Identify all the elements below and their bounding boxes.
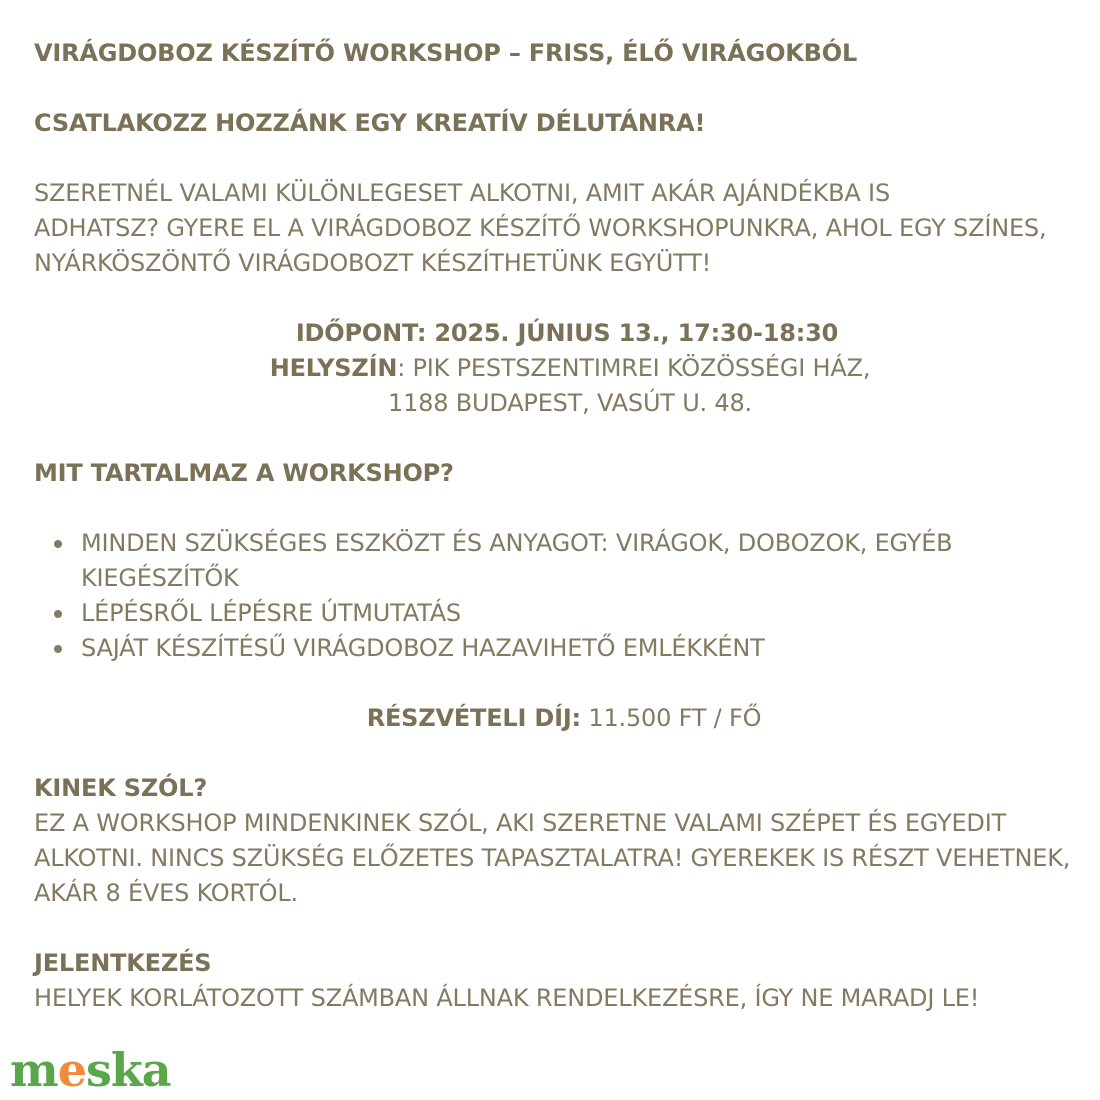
list-item-text: SAJÁT KÉSZÍTÉSŰ VIRÁGDOBOZ HAZAVIHETŐ EMLÉKKÉNT bbox=[81, 634, 765, 662]
intro-line: ADHATSZ? GYERE EL A VIRÁGDOBOZ KÉSZÍTŐ WORKSHOPUNKRA, AHOL EGY SZÍNES, bbox=[34, 214, 1047, 242]
intro-line: NYÁRKÖSZÖNTŐ VIRÁGDOBOZT KÉSZÍTHETÜNK EGYÜTT! bbox=[34, 249, 712, 277]
logo-letter: ska bbox=[85, 1043, 171, 1097]
fee bbox=[0, 701, 1100, 736]
fee-value: 11.500 FT / FŐ bbox=[580, 704, 762, 732]
list-item bbox=[81, 631, 1094, 666]
spacer bbox=[34, 141, 1094, 176]
spacer bbox=[34, 281, 1094, 316]
fee-line bbox=[0, 701, 1100, 736]
intro-line: SZERETNÉL VALAMI KÜLÖNLEGESET ALKOTNI, AMIT AKÁR AJÁNDÉKBA IS bbox=[34, 179, 890, 207]
bullet-icon bbox=[54, 645, 62, 653]
event-time: IDŐPONT: 2025. JÚNIUS 13., 17:30-18:30 bbox=[295, 319, 839, 347]
list-item bbox=[81, 526, 1094, 596]
audience-line: ALKOTNI. NINCS SZÜKSÉG ELŐZETES TAPASZTALATRA! GYEREKEK IS RÉSZT VEHETNEK, bbox=[34, 844, 1071, 872]
registration-line: HELYEK KORLÁTOZOTT SZÁMBAN ÁLLNAK RENDELKEZÉSRE, ÍGY NE MARADJ LE! bbox=[34, 984, 980, 1012]
list-item-text: KIEGÉSZÍTŐK bbox=[81, 564, 239, 592]
spacer bbox=[34, 491, 1094, 526]
spacer bbox=[34, 666, 1094, 701]
bullet-icon bbox=[54, 540, 62, 548]
audience-line: EZ A WORKSHOP MINDENKINEK SZÓL, AKI SZERETNE VALAMI SZÉPET ÉS EGYEDIT bbox=[34, 809, 1007, 837]
list-item-text: LÉPÉSRŐL LÉPÉSRE ÚTMUTATÁS bbox=[81, 599, 461, 627]
page-title: VIRÁGDOBOZ KÉSZÍTŐ WORKSHOP – FRISS, ÉLŐ VIRÁGOKBÓL bbox=[34, 39, 858, 67]
location-label: HELYSZÍN bbox=[269, 354, 398, 382]
meska-logo[interactable] bbox=[10, 1040, 171, 1100]
registration-title: JELENTKEZÉS bbox=[34, 949, 212, 977]
intro-paragraph bbox=[34, 176, 1094, 281]
event-details bbox=[0, 316, 1100, 421]
spacer bbox=[34, 736, 1094, 771]
list-item bbox=[81, 596, 1094, 631]
event-location bbox=[0, 351, 1100, 386]
spacer bbox=[34, 421, 1094, 456]
spacer bbox=[34, 71, 1094, 106]
logo-letter: m bbox=[10, 1043, 58, 1097]
event-address: 1188 BUDAPEST, VASÚT U. 48. bbox=[388, 389, 752, 417]
spacer bbox=[34, 911, 1094, 946]
contents-title: MIT TARTALMAZ A WORKSHOP? bbox=[34, 459, 454, 487]
fee-label: RÉSZVÉTELI DÍJ: bbox=[366, 704, 581, 732]
subheading: CSATLAKOZZ HOZZÁNK EGY KREATÍV DÉLUTÁNRA! bbox=[34, 109, 706, 137]
location-value: : PIK PESTSZENTIMREI KÖZÖSSÉGI HÁZ, bbox=[397, 354, 871, 382]
audience-line: AKÁR 8 ÉVES KORTÓL. bbox=[34, 879, 298, 907]
audience-title: KINEK SZÓL? bbox=[34, 774, 208, 802]
bullet-icon bbox=[54, 610, 62, 618]
flyer-content bbox=[34, 36, 1094, 1016]
list-item-text: MINDEN SZÜKSÉGES ESZKÖZT ÉS ANYAGOT: VIRÁGOK, DOBOZOK, EGYÉB bbox=[81, 529, 953, 557]
logo-letter: e bbox=[57, 1043, 86, 1097]
contents-list bbox=[34, 526, 1094, 666]
